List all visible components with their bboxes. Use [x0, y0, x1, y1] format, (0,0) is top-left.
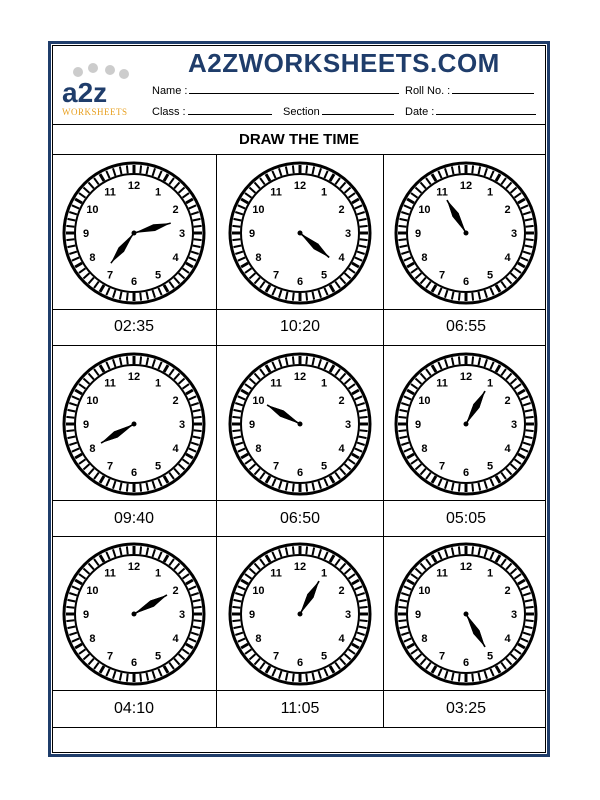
clock-number: 8	[255, 633, 262, 645]
clock-number: 6	[462, 276, 470, 288]
clock-tick	[293, 356, 294, 364]
clock-number: 5	[320, 269, 328, 282]
clock-tick	[360, 430, 368, 431]
time-label: 04:10	[113, 700, 155, 717]
clock-number: 4	[504, 633, 511, 645]
clock-number: 5	[486, 650, 494, 663]
clock-center-pin	[132, 231, 137, 236]
clock-number: 5	[154, 269, 162, 282]
clock-tick	[459, 484, 460, 492]
clock-number: 10	[252, 395, 265, 407]
clock-tick	[66, 239, 74, 240]
time-label: 05:05	[445, 510, 487, 527]
clock-face-icon[interactable]	[391, 349, 541, 499]
clock-number: 8	[421, 443, 428, 455]
roll-label: Roll No. :	[405, 85, 451, 97]
clock-number: 9	[414, 419, 422, 431]
clock-number: 7	[272, 460, 280, 473]
clock-tick	[306, 356, 307, 364]
clock-number: 12	[293, 371, 307, 383]
clock-number: 6	[462, 657, 470, 669]
clock-number: 11	[436, 567, 448, 580]
time-label: 10:20	[279, 318, 321, 335]
clock-face-icon[interactable]	[59, 158, 209, 308]
clock-number: 4	[172, 252, 179, 264]
clock-face-icon[interactable]	[391, 158, 541, 308]
clock-tick	[232, 239, 240, 240]
logo-text: a2z	[62, 77, 108, 108]
clock-number: 6	[130, 657, 138, 669]
clock-number: 11	[270, 377, 282, 390]
clock-number: 8	[255, 443, 262, 455]
clock-tick	[140, 484, 141, 492]
clock-tick	[398, 430, 406, 431]
time-label: 06:50	[279, 510, 321, 527]
clock-number: 10	[252, 204, 265, 216]
clock-center-pin	[464, 422, 469, 427]
clock-tick	[232, 430, 240, 431]
clock-tick	[194, 226, 202, 227]
clock-face-icon[interactable]	[59, 349, 209, 499]
clock-number: 2	[504, 204, 511, 216]
clock-face-icon[interactable]	[225, 349, 375, 499]
clock-number: 12	[127, 371, 141, 383]
clock-tick	[526, 620, 534, 621]
clock-number: 11	[270, 186, 282, 199]
clock-number: 9	[82, 228, 90, 240]
clock-tick	[66, 226, 74, 227]
clock-number: 11	[436, 377, 448, 390]
clock-number: 7	[438, 650, 446, 663]
date-label: Date :	[405, 106, 435, 118]
clock-tick	[232, 417, 240, 418]
clock-tick	[526, 226, 534, 227]
clock-tick	[194, 417, 202, 418]
clock-tick	[360, 417, 368, 418]
clock-tick	[398, 620, 406, 621]
clock-number: 10	[418, 395, 431, 407]
clock-tick	[472, 165, 473, 173]
clock-number: 11	[270, 567, 282, 580]
clock-number: 2	[504, 395, 511, 407]
clock-number: 9	[414, 228, 422, 240]
clock-number: 8	[421, 252, 428, 264]
clock-number: 3	[178, 419, 186, 431]
clock-number: 1	[486, 186, 494, 199]
clock-number: 5	[486, 460, 494, 473]
clock-tick	[140, 546, 141, 554]
clock-number: 5	[320, 460, 328, 473]
clock-tick	[140, 293, 141, 301]
clock-center-pin	[298, 231, 303, 236]
clock-tick	[360, 226, 368, 227]
clock-number: 1	[320, 567, 328, 580]
clock-number: 8	[255, 252, 262, 264]
clock-number: 5	[154, 650, 162, 663]
clock-number: 11	[104, 377, 116, 390]
clock-number: 7	[106, 269, 114, 282]
clock-tick	[194, 607, 202, 608]
class-label: Class :	[152, 106, 186, 118]
clock-number: 9	[82, 609, 90, 621]
section-label: Section	[283, 106, 320, 118]
clock-number: 5	[320, 650, 328, 663]
time-label: 09:40	[113, 510, 155, 527]
clock-tick	[293, 293, 294, 301]
clock-number: 9	[248, 228, 256, 240]
clock-center-pin	[464, 612, 469, 617]
clock-number: 2	[172, 585, 179, 597]
clock-tick	[293, 546, 294, 554]
clock-tick	[306, 484, 307, 492]
clock-number: 3	[510, 228, 518, 240]
clock-number: 12	[293, 561, 307, 573]
clock-number: 10	[418, 204, 431, 216]
clock-number: 9	[82, 419, 90, 431]
clock-tick	[459, 674, 460, 682]
clock-tick	[194, 620, 202, 621]
clock-tick	[127, 484, 128, 492]
clock-number: 11	[104, 186, 116, 199]
clock-number: 2	[172, 395, 179, 407]
time-label: 11:05	[280, 700, 320, 717]
logo-subtext: WORKSHEETS	[62, 107, 128, 117]
clock-tick	[127, 674, 128, 682]
clock-tick	[232, 607, 240, 608]
clock-tick	[127, 165, 128, 173]
clock-number: 2	[338, 585, 345, 597]
clock-center-pin	[298, 422, 303, 427]
time-label: 06:55	[445, 318, 487, 335]
clock-number: 3	[510, 609, 518, 621]
clock-number: 7	[106, 650, 114, 663]
clock-number: 7	[272, 650, 280, 663]
clock-center-pin	[464, 231, 469, 236]
clock-number: 8	[89, 443, 96, 455]
clock-tick	[232, 226, 240, 227]
clock-number: 4	[172, 443, 179, 455]
clock-tick	[398, 417, 406, 418]
clock-tick	[140, 674, 141, 682]
clock-number: 4	[504, 443, 511, 455]
clock-number: 7	[106, 460, 114, 473]
clock-number: 1	[320, 377, 328, 390]
clock-number: 1	[154, 567, 162, 580]
clock-number: 6	[296, 276, 304, 288]
clock-tick	[293, 165, 294, 173]
clock-tick	[398, 239, 406, 240]
clock-center-pin	[132, 612, 137, 617]
clock-number: 9	[248, 419, 256, 431]
clock-number: 4	[338, 633, 345, 645]
clock-number: 3	[510, 419, 518, 431]
clock-tick	[127, 293, 128, 301]
clock-tick	[140, 165, 141, 173]
clock-number: 3	[344, 609, 352, 621]
clock-number: 12	[459, 371, 473, 383]
clock-tick	[360, 620, 368, 621]
clock-center-pin	[298, 612, 303, 617]
clock-tick	[526, 430, 534, 431]
clock-tick	[293, 674, 294, 682]
clock-number: 8	[89, 633, 96, 645]
clock-number: 3	[178, 228, 186, 240]
clock-tick	[66, 607, 74, 608]
clock-number: 2	[504, 585, 511, 597]
clock-number: 5	[154, 460, 162, 473]
clock-number: 4	[338, 252, 345, 264]
clock-tick	[127, 546, 128, 554]
clock-tick	[459, 165, 460, 173]
clock-tick	[526, 607, 534, 608]
clock-tick	[293, 484, 294, 492]
clock-number: 9	[414, 609, 422, 621]
site-title: A2ZWORKSHEETS.COM	[188, 48, 500, 78]
clock-number: 7	[272, 269, 280, 282]
clock-number: 8	[89, 252, 96, 264]
clock-number: 10	[86, 204, 99, 216]
clock-number: 10	[252, 585, 265, 597]
clock-number: 4	[504, 252, 511, 264]
clock-face-icon[interactable]	[59, 539, 209, 689]
clock-number: 1	[486, 567, 494, 580]
clock-tick	[472, 356, 473, 364]
clock-number: 10	[418, 585, 431, 597]
clock-tick	[459, 356, 460, 364]
clock-number: 6	[462, 467, 470, 479]
clock-tick	[66, 417, 74, 418]
clock-number: 2	[338, 395, 345, 407]
clock-tick	[360, 239, 368, 240]
clock-number: 12	[459, 180, 473, 192]
clock-number: 12	[293, 180, 307, 192]
clock-number: 3	[344, 228, 352, 240]
clock-number: 11	[104, 567, 116, 580]
clock-tick	[194, 430, 202, 431]
clock-tick	[194, 239, 202, 240]
clock-tick	[472, 546, 473, 554]
clock-number: 1	[486, 377, 494, 390]
clock-face-icon[interactable]	[225, 158, 375, 308]
clock-tick	[306, 546, 307, 554]
clock-number: 12	[459, 561, 473, 573]
name-label: Name :	[152, 85, 188, 97]
clock-number: 6	[296, 657, 304, 669]
clock-number: 1	[154, 186, 162, 199]
clock-number: 7	[438, 460, 446, 473]
clock-tick	[472, 484, 473, 492]
clock-number: 5	[486, 269, 494, 282]
clock-number: 6	[130, 276, 138, 288]
clock-tick	[66, 620, 74, 621]
clock-number: 2	[172, 204, 179, 216]
clock-tick	[66, 430, 74, 431]
clock-number: 3	[178, 609, 186, 621]
clock-number: 1	[154, 377, 162, 390]
clock-number: 12	[127, 561, 141, 573]
worksheet-title: DRAW THE TIME	[52, 125, 546, 155]
clock-number: 7	[438, 269, 446, 282]
clock-tick	[526, 417, 534, 418]
clock-number: 6	[296, 467, 304, 479]
clock-number: 2	[338, 204, 345, 216]
clock-number: 6	[130, 467, 138, 479]
clock-number: 12	[127, 180, 141, 192]
clock-number: 4	[172, 633, 179, 645]
clock-tick	[459, 546, 460, 554]
clock-number: 8	[421, 633, 428, 645]
clock-tick	[472, 674, 473, 682]
clock-tick	[140, 356, 141, 364]
clock-center-pin	[132, 422, 137, 427]
clock-number: 3	[344, 419, 352, 431]
clock-number: 4	[338, 443, 345, 455]
clock-tick	[459, 293, 460, 301]
clock-face-icon[interactable]	[391, 539, 541, 689]
time-label: 03:25	[445, 700, 487, 717]
clock-tick	[526, 239, 534, 240]
clock-number: 10	[86, 585, 99, 597]
clock-number: 10	[86, 395, 99, 407]
clock-number: 11	[436, 186, 448, 199]
clock-tick	[360, 607, 368, 608]
clock-number: 1	[320, 186, 328, 199]
clock-tick	[232, 620, 240, 621]
clock-number: 9	[248, 609, 256, 621]
time-label: 02:35	[113, 318, 155, 335]
clock-tick	[127, 356, 128, 364]
clock-tick	[472, 293, 473, 301]
clock-tick	[306, 674, 307, 682]
clock-tick	[306, 293, 307, 301]
clock-tick	[398, 226, 406, 227]
clock-tick	[306, 165, 307, 173]
clock-face-icon[interactable]	[225, 539, 375, 689]
clock-tick	[398, 607, 406, 608]
